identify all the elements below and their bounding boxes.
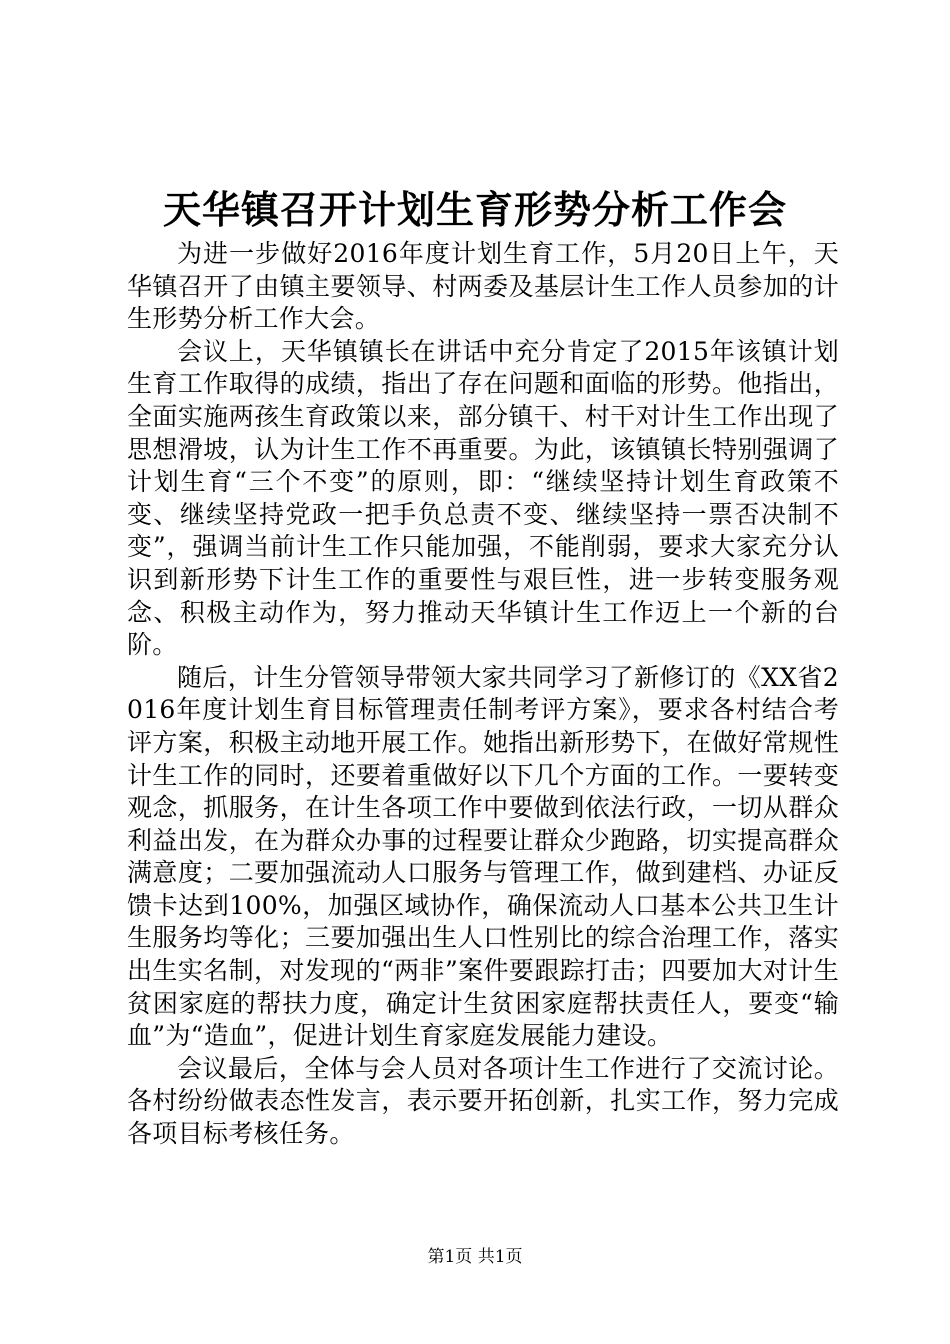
- document-title: 天华镇召开计划生育形势分析工作会: [162, 187, 787, 232]
- paragraph-meeting-speech: 会议上，天华镇镇长在讲话中充分肯定了2015年该镇计划生育工作取得的成绩，指出了存在问题和面临的形势。他指出，全面实施两孩生育政策以来，部分镇干、村干对计生工作出现了思想滑坡，认为计生工作不再重要。为此，该镇镇长特别强调了计划生育“三个不变”的原则，即：“继续坚持计划生育政策不变、继续坚持党政一把手负总责不变、继续坚持一票否决制不变”，强调当前计生工作只能加强，不能削弱，要求大家充分认识到新形势下计生工作的重要性与艰巨性，进一步转变服务观念、积极主动作为，努力推动天华镇计生工作迈上一个新的台阶。: [127, 336, 839, 660]
- paragraph-study-plan: 随后，计生分管领导带领大家共同学习了新修订的《XX省2016年度计划生育目标管理责任制考评方案》，要求各村结合考评方案，积极主动地开展工作。她指出新形势下，在做好常规性计生工作的同时，还要着重做好以下几个方面的工作。一要转变观念，抓服务，在计生各项工作中要做到依法行政，一切从群众利益出发，在为群众办事的过程要让群众少跑路，切实提高群众满意度；二要加强流动人口服务与管理工作，做到建档、办证反馈卡达到100%，加强区域协作，确保流动人口基本公共卫生计生服务均等化；三要加强出生人口性别比的综合治理工作，落实出生实名制，对发现的“两非”案件要跟踪打击；四要加大对计生贫困家庭的帮扶力度，确定计生贫困家庭帮扶责任人，要变“输血”为“造血”，促进计划生育家庭发展能力建设。: [127, 662, 839, 1051]
- paragraph-conclusion: 会议最后，全体与会人员对各项计生工作进行了交流讨论。各村纷纷做表态性发言，表示要开拓创新，扎实工作，努力完成各项目标考核任务。: [127, 1053, 839, 1149]
- page-number-footer: 第1页 共1页: [427, 1247, 523, 1267]
- paragraph-intro: 为进一步做好2016年度计划生育工作，5月20日上午，天华镇召开了由镇主要领导、村两委及基层计生工作人员参加的计生形势分析工作大会。: [127, 239, 839, 334]
- document-body: [127, 238, 839, 1151]
